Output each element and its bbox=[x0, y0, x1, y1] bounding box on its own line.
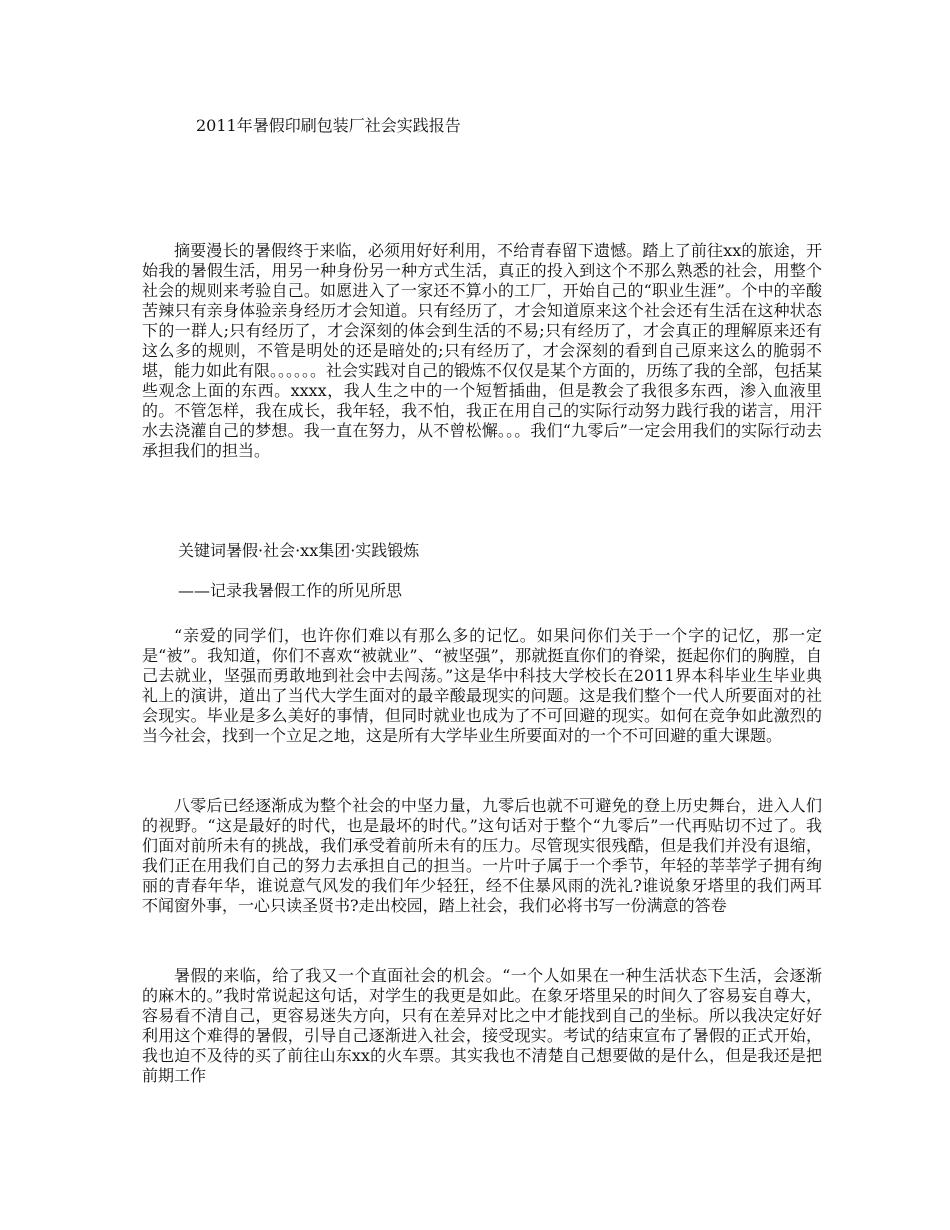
body-paragraph-3: 暑假的来临，给了我又一个直面社会的机会。“一个人如果在一种生活状态下生活，会逐渐的麻木的。”我时常说起这句话，对学生的我更是如此。在象牙塔里呆的时间久了容易妄自尊大，容易看不清自己，更容易迷失方向，只有在差异对比之中才能找到自己的坐标。所以我决定好好利用这个难得的暑假，引导自己逐渐进入社会，接受现实。考试的结束宣布了暑假的正式开始，我也迫不及待的买了前往山东xx的火车票。其实我也不清楚自己想要做的是什么，但是我还是把前期工作 bbox=[142, 966, 822, 1085]
subtitle-line: ——记录我暑假工作的所见所思 bbox=[178, 581, 403, 600]
document-title: 2011年暑假印刷包装厂社会实践报告 bbox=[196, 116, 461, 135]
body-paragraph-1: “亲爱的同学们，也许你们难以有那么多的记忆。如果问你们关于一个字的记忆，那一定是“被”。我知道，你们不喜欢“被就业”、“被坚强”，那就挺直你们的脊梁，挺起你们的胸膛，自己去就业，坚强而勇敢地到社会中去闯荡。”这是华中科技大学校长在2011界本科毕业生毕业典礼上的演讲，道出了当代大学生面对的最辛酸最现实的问题。这是我们整个一代人所要面对的社会现实。毕业是多么美好的事情，但同时就业也成为了不可回避的现实。如何在竞争如此激烈的当今社会，找到一个立足之地，这是所有大学毕业生所要面对的一个不可回避的重大课题。 bbox=[142, 626, 822, 745]
keywords-line: 关键词暑假·社会·xx集团·实践锻炼 bbox=[178, 541, 420, 560]
abstract-paragraph: 摘要漫长的暑假终于来临，必须用好好利用，不给青春留下遗憾。踏上了前往xx的旅途，开始我的暑假生活，用另一种身份另一种方式生活，真正的投入到这个不那么熟悉的社会，用整个社会的规则来考验自己。如愿进入了一家还不算小的工厂，开始自己的“职业生涯”。个中的辛酸苦辣只有亲身体验亲身经历才会知道。只有经历了，才会知道原来这个社会还有生活在这种状态下的一群人;只有经历了，才会深刻的体会到生活的不易;只有经历了，才会真正的理解原来还有这么多的规则，不管是明处的还是暗处的;只有经历了，才会深刻的看到自己原来这么的脆弱不堪，能力如此有限。。。。。。社会实践对自己的锻炼不仅仅是某个方面的，历练了我的全部，包括某些观念上面的东西。xxxx，我人生之中的一个短暂插曲，但是教会了我很多东西，渗入血液里的。不管怎样，我在成长，我年轻，我不怕，我正在用自己的实际行动努力践行我的诺言，用汗水去浇灌自己的梦想。我一直在努力，从不曾松懈。。。我们“九零后”一定会用我们的实际行动去承担我们的担当。 bbox=[142, 241, 823, 460]
body-paragraph-2: 八零后已经逐渐成为整个社会的中坚力量，九零后也就不可避免的登上历史舞台，进入人们的视野。“这是最好的时代，也是最坏的时代。”这句话对于整个“九零后”一代再贴切不过了。我们面对前所未有的挑战，我们承受着前所未有的压力。尽管现实很残酷，但是我们并没有退缩，我们正在用我们自己的努力去承担自己的担当。一片叶子属于一个季节，年轻的莘莘学子拥有绚丽的青春年华，谁说意气风发的我们年少轻狂，经不住暴风雨的洗礼?谁说象牙塔里的我们两耳不闻窗外事，一心只读圣贤书?走出校园，踏上社会，我们必将书写一份满意的答卷 bbox=[142, 796, 822, 915]
